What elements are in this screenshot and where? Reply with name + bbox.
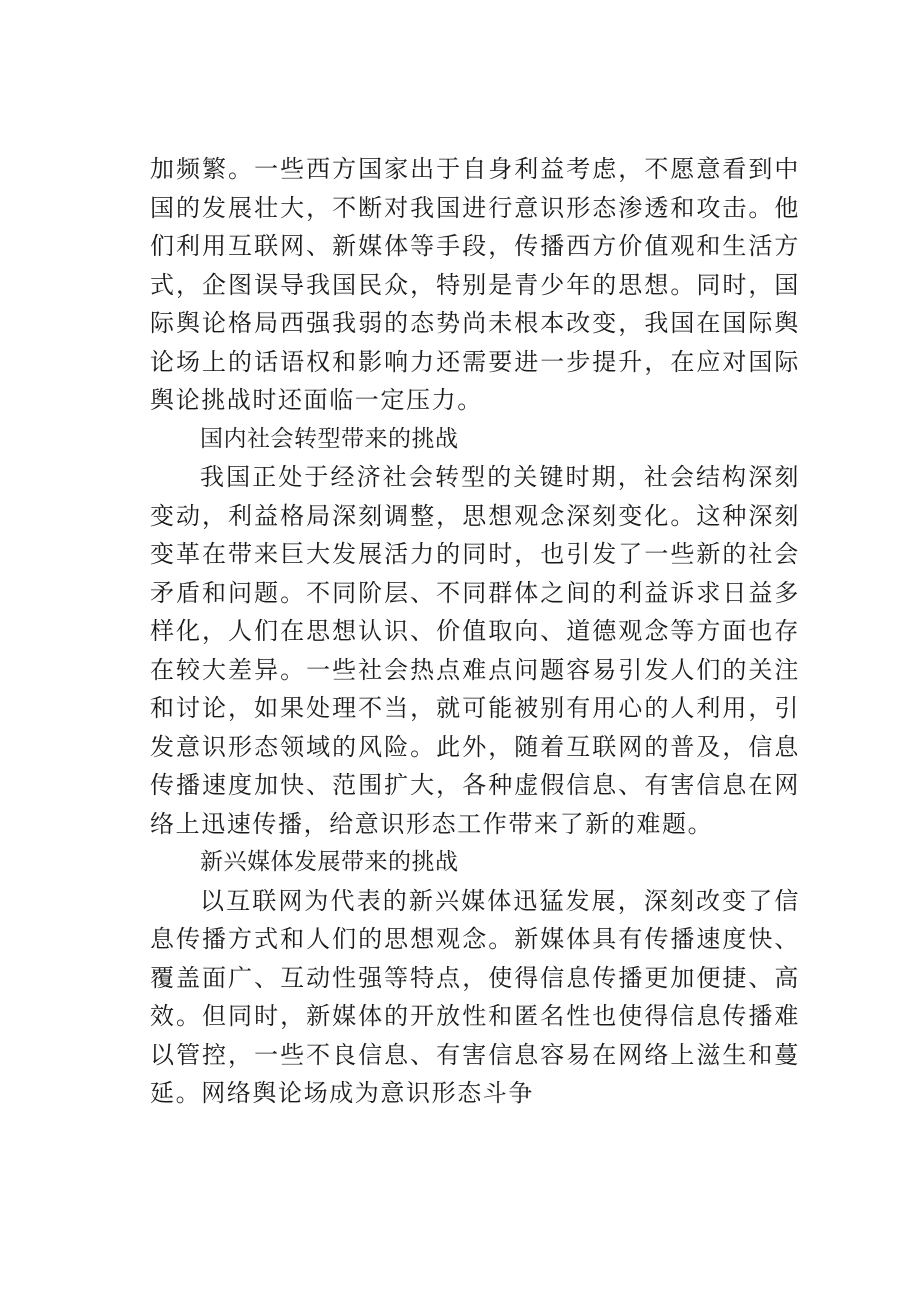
document-page bbox=[150, 150, 800, 1113]
section-heading-domestic: 国内社会转型带来的挑战 bbox=[200, 425, 459, 452]
paragraph-new-media: 以互联网为代表的新兴媒体迅猛发展，深刻改变了信息传播方式和人们的思想观念。新媒体具有传播速度快、覆盖面广、互动性强等特点，使得信息传播更加便捷、高效。但同时，新媒体的开放性和匿名性也使得信息传播难以管控，一些不良信息、有害信息容易在网络上滋生和蔓延。网络舆论场成为意识形态斗争 bbox=[150, 886, 800, 1107]
paragraph-domestic: 我国正处于经济社会转型的关键时期，社会结构深刻变动，利益格局深刻调整，思想观念深刻变化。这种深刻变革在带来巨大发展活力的同时，也引发了一些新的社会矛盾和问题。不同阶层、不同群体之间的利益诉求日益多样化，人们在思想认识、价值取向、道德观念等方面也存在较大差异。一些社会热点难点问题容易引发人们的关注和讨论，如果处理不当，就可能被别有用心的人利用，引发意识形态领域的风险。此外，随着互联网的普及，信息传播速度加快、范围扩大，各种虚假信息、有害信息在网络上迅速传播，给意识形态工作带来了新的难题。 bbox=[150, 463, 800, 838]
paragraph-continued: 加频繁。一些西方国家出于自身利益考虑，不愿意看到中国的发展壮大，不断对我国进行意识形态渗透和攻击。他们利用互联网、新媒体等手段，传播西方价值观和生活方式，企图误导我国民众，特别是青少年的思想。同时，国际舆论格局西强我弱的态势尚未根本改变，我国在国际舆论场上的话语权和影响力还需要进一步提升，在应对国际舆论挑战时还面临一定压力。 bbox=[150, 155, 800, 414]
section-heading-new-media: 新兴媒体发展带来的挑战 bbox=[200, 849, 459, 875]
